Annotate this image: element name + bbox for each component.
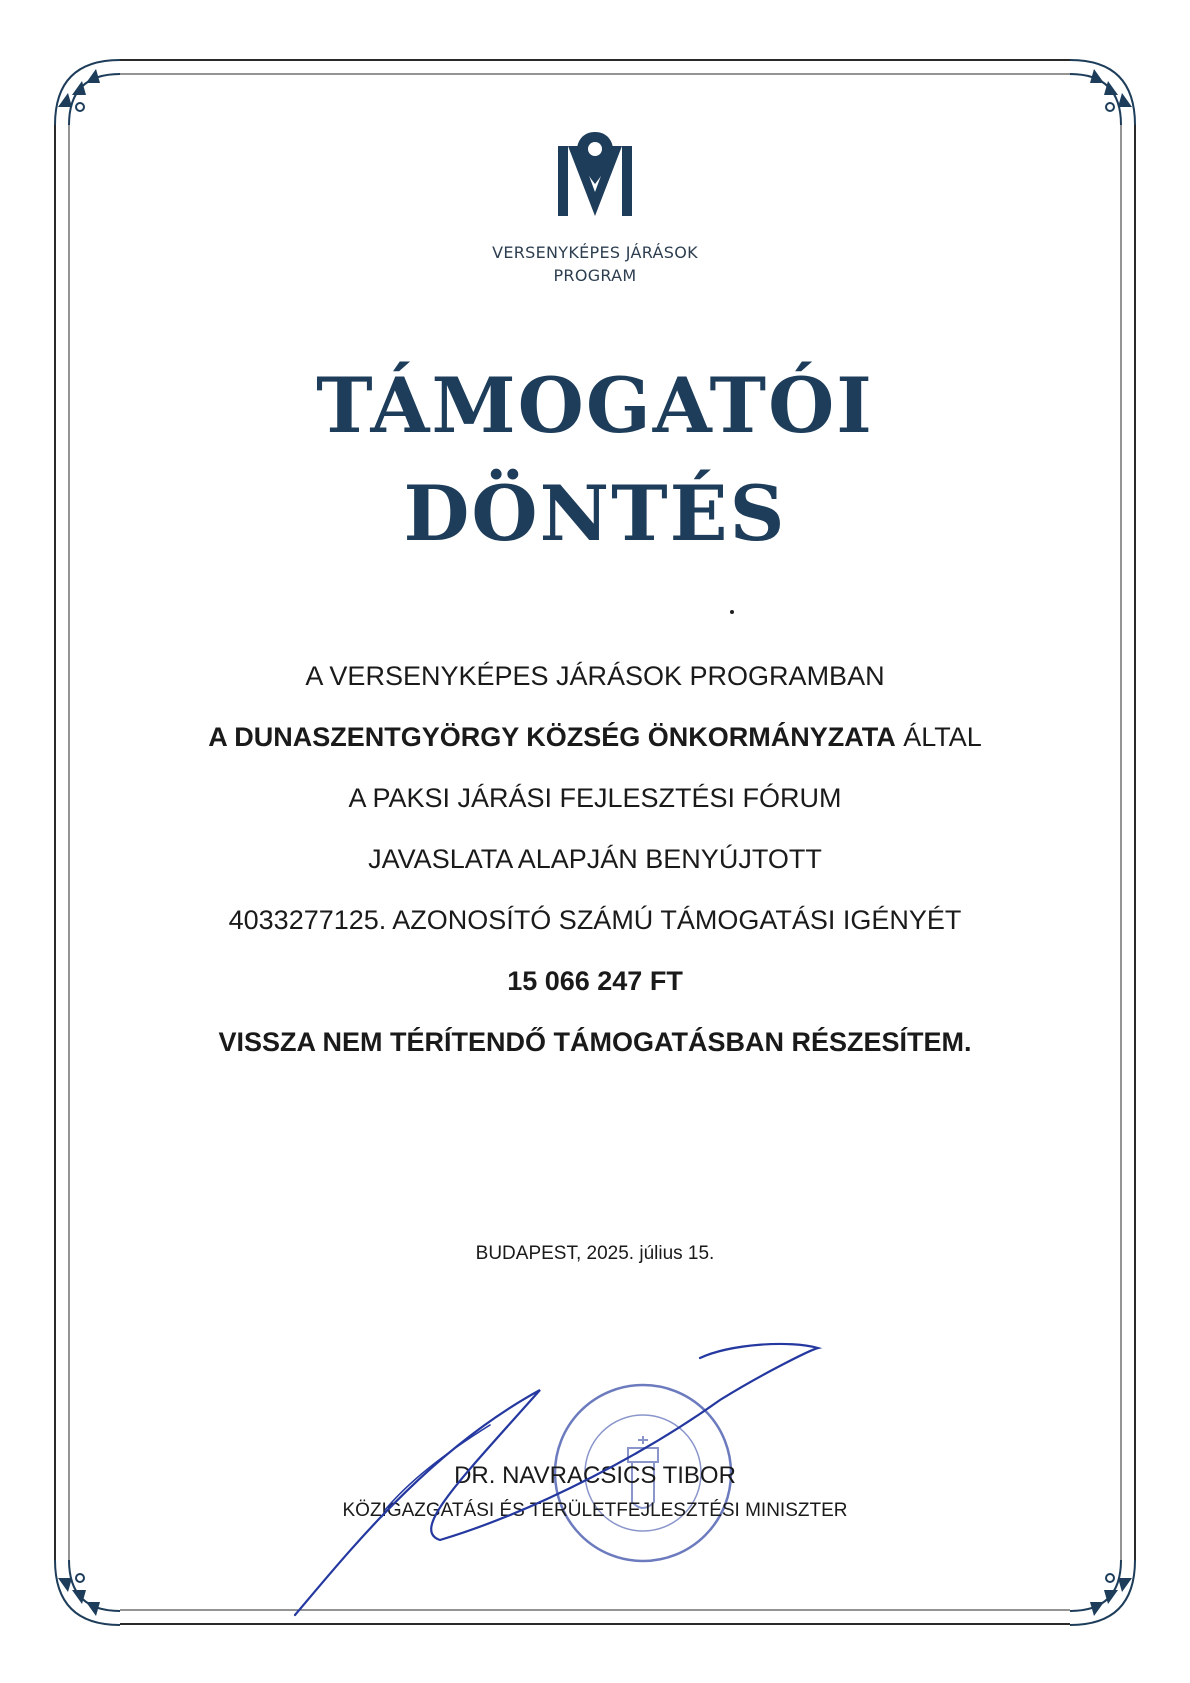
body-line-7: VISSZA NEM TÉRÍTENDŐ TÁMOGATÁSBAN RÉSZESÍTEM. bbox=[218, 1027, 972, 1057]
map-pin-v-icon bbox=[555, 130, 635, 220]
program-name-line-1: VERSENYKÉPES JÁRÁSOK bbox=[492, 243, 698, 262]
body-line-2 bbox=[0, 724, 1190, 751]
corner-ornament-bottom-left bbox=[50, 1550, 130, 1630]
beneficiary-name: A DUNASZENTGYÖRGY KÖZSÉG ÖNKORMÁNYZATA bbox=[208, 722, 896, 752]
speck-mark bbox=[730, 610, 734, 614]
body-line-3: A PAKSI JÁRÁSI FEJLESZTÉSI FÓRUM bbox=[348, 783, 842, 813]
grant-amount: 15 066 247 FT bbox=[507, 966, 683, 996]
document-title-line-1: TÁMOGATÓI bbox=[316, 361, 874, 450]
corner-ornament-top-right bbox=[1060, 55, 1140, 135]
corner-ornament-bottom-right bbox=[1060, 1550, 1140, 1630]
handwritten-signature-icon bbox=[290, 1330, 830, 1620]
body-line-4: JAVASLATA ALAPJÁN BENYÚJTOTT bbox=[368, 844, 822, 874]
place-and-date: BUDAPEST, 2025. július 15. bbox=[475, 1243, 715, 1264]
body-line-2-rest: ÁLTAL bbox=[895, 722, 982, 752]
signer-title: KÖZIGAZGATÁSI ÉS TERÜLETFEJLESZTÉSI MINISZTER bbox=[342, 1500, 848, 1521]
body-line-5: 4033277125. AZONOSÍTÓ SZÁMÚ TÁMOGATÁSI IGÉNYÉT bbox=[228, 905, 962, 935]
body-line-1: A VERSENYKÉPES JÁRÁSOK PROGRAMBAN bbox=[305, 661, 885, 691]
document-title-line-2: DÖNTÉS bbox=[403, 469, 787, 558]
signer-name: DR. NAVRACSICS TIBOR bbox=[454, 1462, 736, 1489]
program-name-line-2: PROGRAM bbox=[553, 266, 637, 285]
corner-ornament-top-left bbox=[50, 55, 130, 135]
